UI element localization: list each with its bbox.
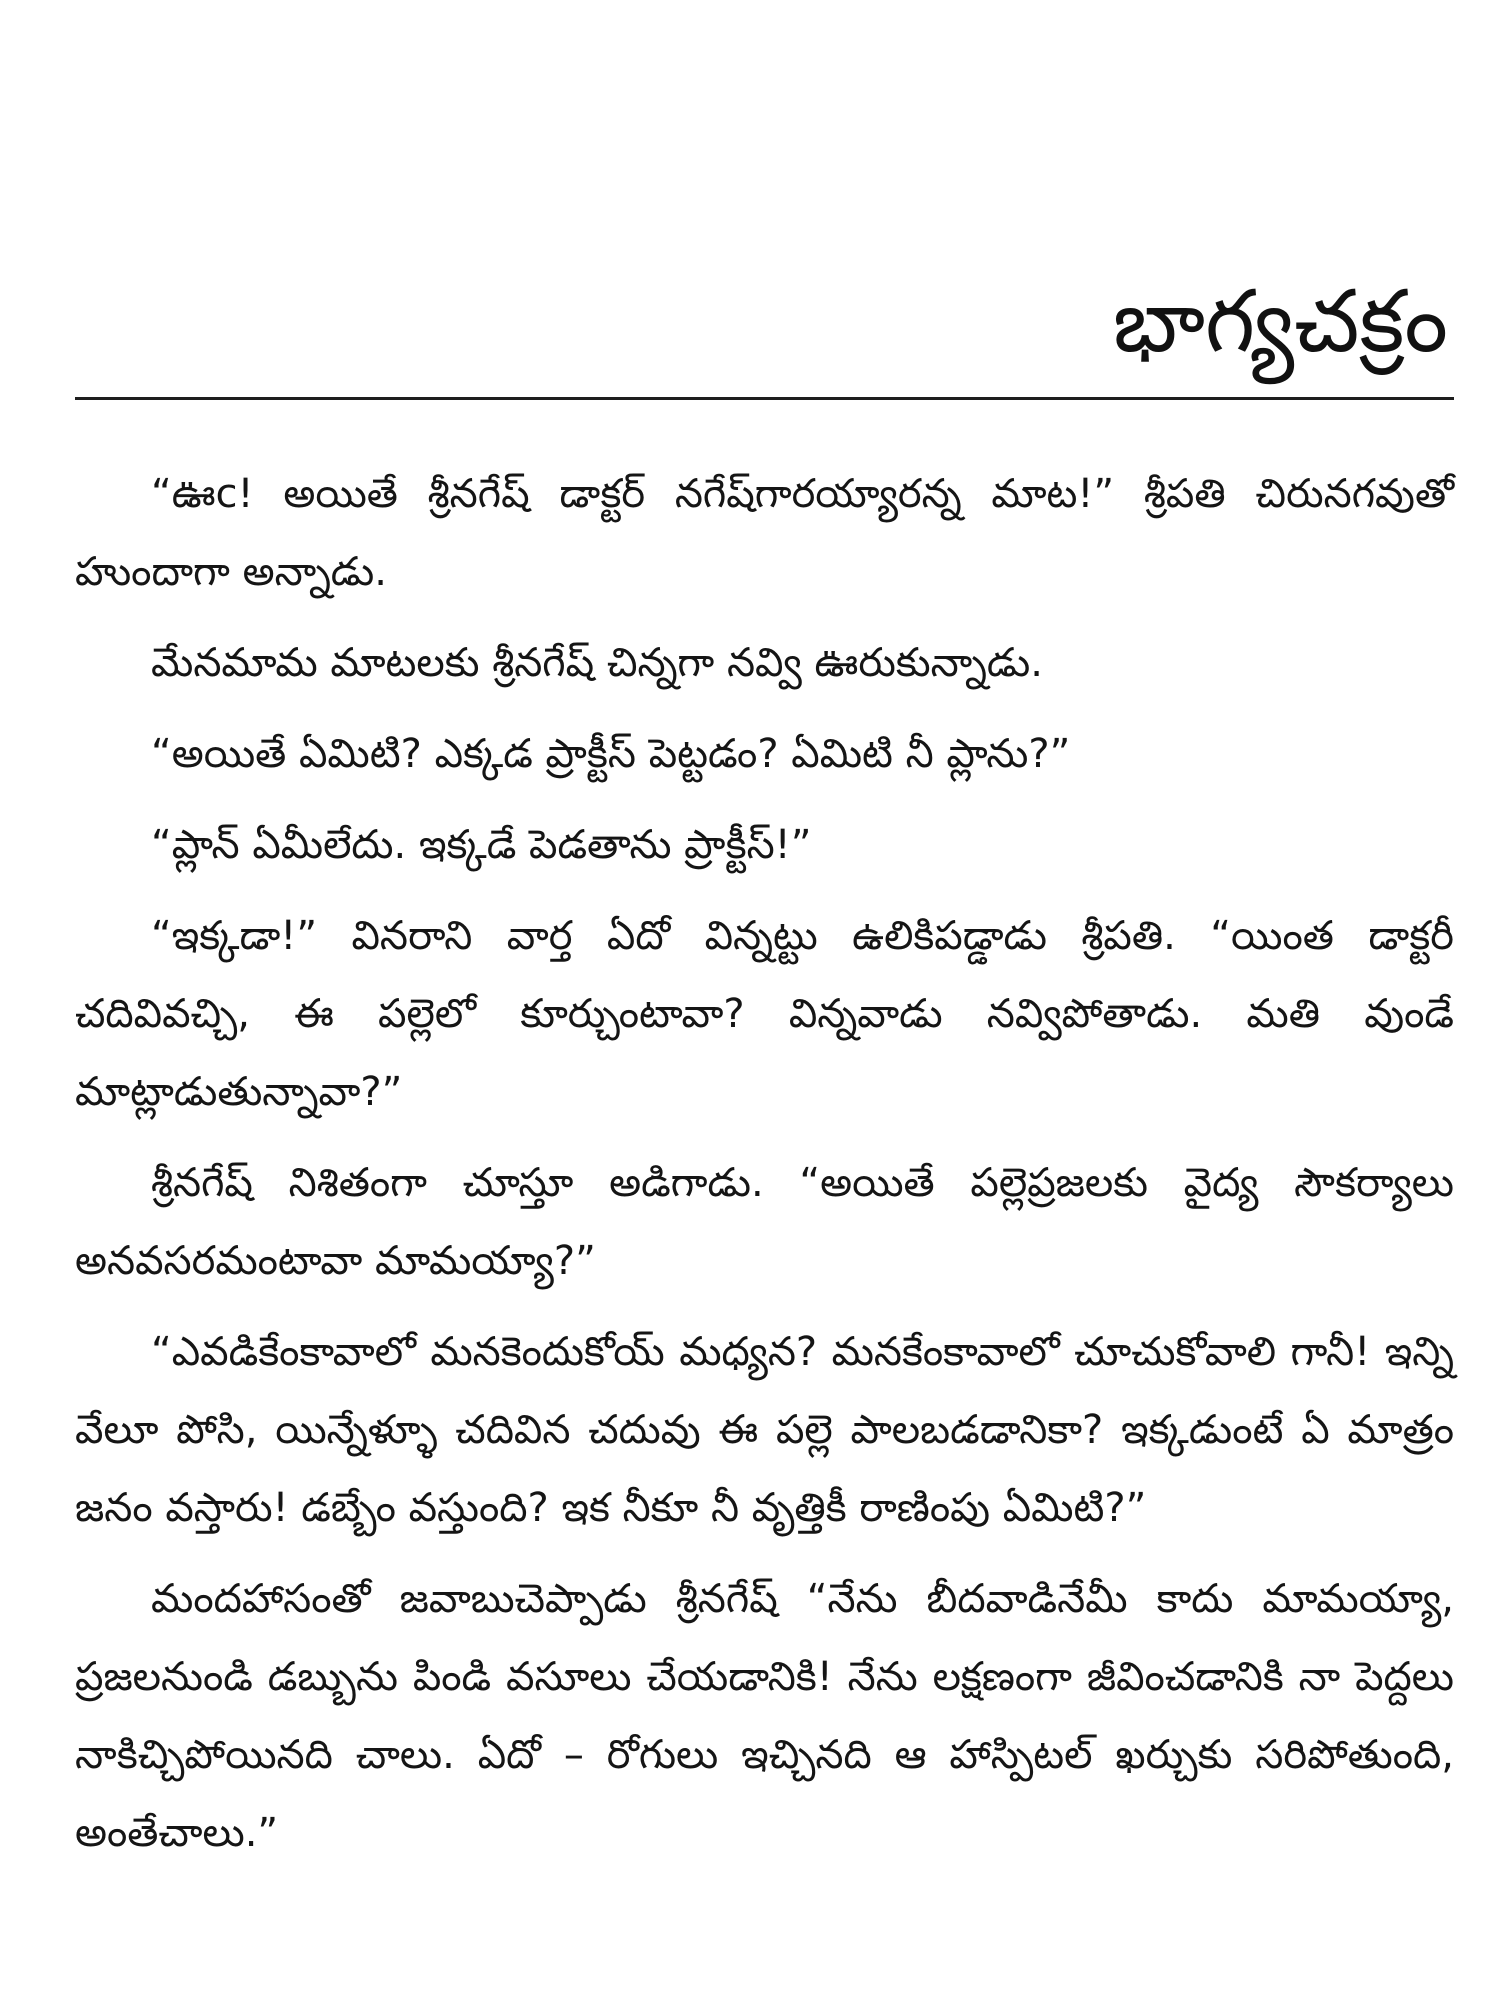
chapter-body bbox=[75, 455, 1454, 1885]
paragraph: మేనమామ మాటలకు శ్రీనగేష్ చిన్నగా నవ్వి ఊరుకున్నాడు. bbox=[151, 640, 1043, 686]
chapter-title: భాగ్యచక్రం bbox=[1112, 272, 1448, 372]
paragraph: “ఊc! అయితే శ్రీనగేష్ డాక్టర్ నగేష్‌గారయ్యారన్న మాట!” శ్రీపతి చిరునగవుతో హుందాగా అన్నాడు. bbox=[75, 471, 1454, 595]
paragraph: “ఇక్కడా!” వినరాని వార్త ఏదో విన్నట్టు ఉలికిపడ్డాడు శ్రీపతి. “యింత డాక్టరీ చదివివచ్చి, ఈ పల్లెలో కూర్చుంటావా? విన్నవాడు నవ్విపోతాడు. మతి వుండే మాట్లాడుతున్నావా?” bbox=[75, 913, 1455, 1115]
paragraph: “అయితే ఏమిటి? ఎక్కడ ప్రాక్టీస్ పెట్టడం? ఏమిటి నీ ప్లాను?” bbox=[151, 731, 1071, 777]
title-divider bbox=[75, 397, 1454, 400]
paragraph: శ్రీనగేష్ నిశితంగా చూస్తూ అడిగాడు. “అయితే పల్లెప్రజలకు వైద్య సౌకర్యాలు అనవసరమంటావా మామయ్యా?” bbox=[75, 1160, 1454, 1284]
paragraph: “ప్లాన్ ఏమీలేదు. ఇక్కడే పెడతాను ప్రాక్టీస్!” bbox=[151, 822, 812, 868]
paragraph: మందహాసంతో జవాబుచెప్పాడు శ్రీనగేష్ “నేను బీదవాడినేమీ కాదు మామయ్యా, ప్రజలనుండి డబ్బును పిండి వసూలు చేయడానికి! నేను లక్షణంగా జీవించడానికి నా పెద్దలు నాకిచ్చిపోయినది చాలు. ఏదో – రోగులు ఇచ్చినది ఆ హాస్పిటల్ ఖర్చుకు సరిపోతుంది, అంతేచాలు.” bbox=[75, 1576, 1454, 1856]
paragraph: “ఎవడికేంకావాలో మనకెందుకోయ్ మధ్యన? మనకేంకావాలో చూచుకోవాలి గానీ! ఇన్ని వేలూ పోసి, యిన్నేళ్ళూ చదివిన చదువు ఈ పల్లె పాలబడడానికా? ఇక్కడుంటే ఏ మాత్రం జనం వస్తారు! డబ్బేం వస్తుంది? ఇక నీకూ నీ వృత్తికీ రాణింపు ఏమిటి?” bbox=[75, 1329, 1454, 1531]
